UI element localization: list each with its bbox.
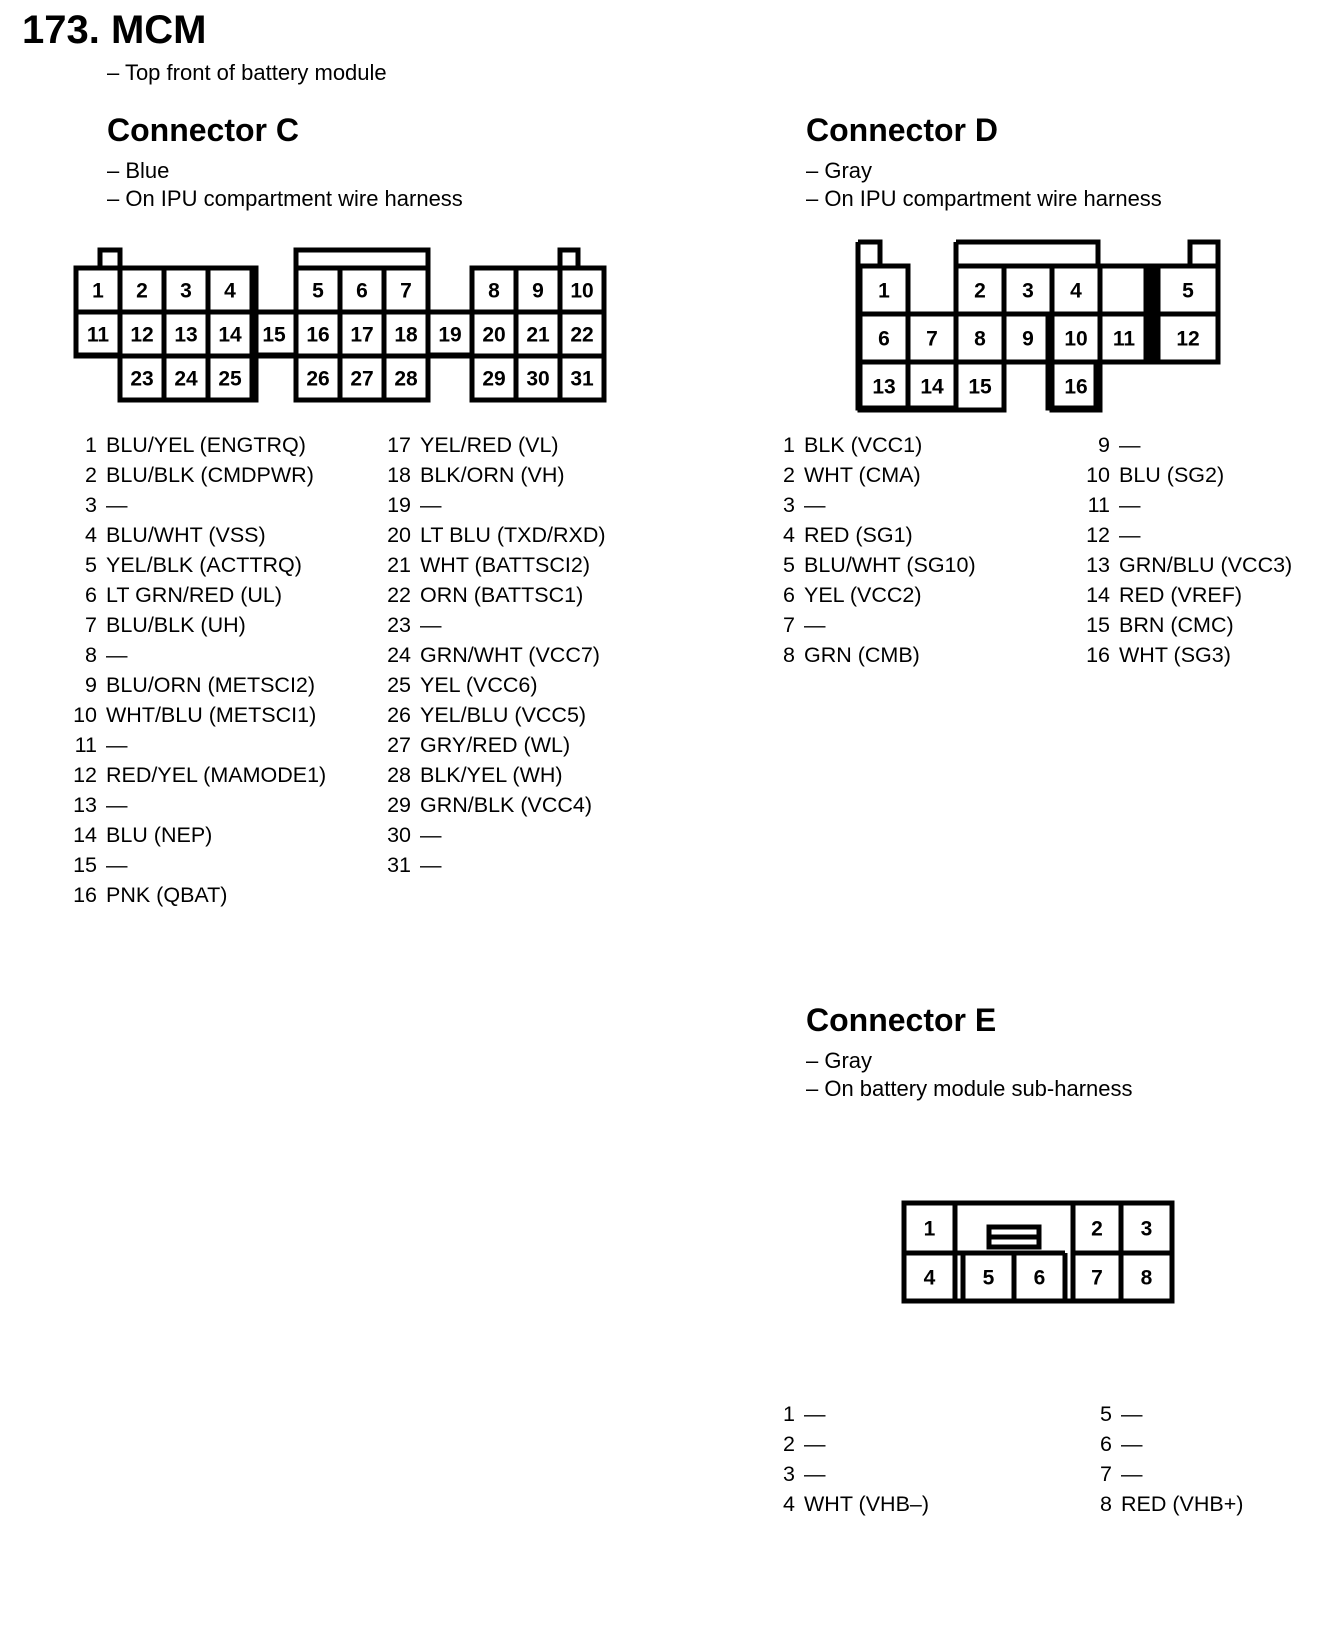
pin-row	[384, 430, 606, 460]
pin-row	[778, 520, 976, 550]
pin-row	[1082, 520, 1292, 550]
pin-number: 3	[783, 493, 795, 517]
pin-row	[70, 460, 326, 490]
pin-row	[1082, 610, 1292, 640]
pin-description: BLU/BLK (UH)	[106, 613, 246, 637]
pin-number: 7	[1100, 1462, 1112, 1486]
connector-d-cavities	[860, 266, 1218, 410]
pin-number: 16	[1086, 643, 1110, 667]
cavity-number: 5	[312, 279, 324, 303]
pin-description: GRN (CMB)	[804, 643, 920, 667]
pin-description: —	[804, 1432, 826, 1456]
pin-description: LT BLU (TXD/RXD)	[420, 523, 606, 547]
pin-row	[1082, 490, 1292, 520]
connector-c-title: Connector C	[107, 112, 299, 148]
pin-description: BLU (SG2)	[1119, 463, 1225, 487]
pin-description: GRN/WHT (VCC7)	[420, 643, 600, 667]
pin-row	[384, 610, 606, 640]
cavity-number: 24	[174, 367, 198, 391]
pin-number: 27	[387, 733, 411, 757]
cavity-number: 14	[920, 375, 944, 399]
connector-d-harness: – On IPU compartment wire harness	[806, 186, 1162, 211]
cavity-number: 4	[1070, 279, 1082, 303]
pin-number: 31	[387, 853, 411, 877]
pin-number: 4	[783, 1492, 795, 1516]
pin-number: 2	[85, 463, 97, 487]
pin-row	[778, 1489, 929, 1519]
pin-row	[70, 640, 326, 670]
pin-number: 13	[1086, 553, 1110, 577]
pin-number: 25	[387, 673, 411, 697]
pin-number: 22	[387, 583, 411, 607]
pin-row	[778, 610, 976, 640]
pin-description: WHT (BATTSCI2)	[420, 553, 591, 577]
pin-row	[1092, 1489, 1243, 1519]
pin-description: —	[1119, 433, 1141, 457]
pin-number: 5	[783, 553, 795, 577]
pin-description: —	[1119, 493, 1141, 517]
pin-description: WHT (CMA)	[804, 463, 921, 487]
pin-description: GRN/BLU (VCC3)	[1119, 553, 1293, 577]
cavity-number: 29	[482, 367, 506, 391]
pin-description: —	[804, 493, 826, 517]
cavity-number: 20	[482, 323, 506, 347]
pin-row	[1082, 580, 1292, 610]
pin-description: BLU/BLK (CMDPWR)	[106, 463, 314, 487]
cavity-number: 2	[136, 279, 148, 303]
pin-row	[778, 1429, 929, 1459]
pin-description: WHT (SG3)	[1119, 643, 1231, 667]
cavity-number: 11	[1112, 327, 1136, 351]
pin-number: 30	[387, 823, 411, 847]
pin-number: 8	[1100, 1492, 1112, 1516]
pin-row	[1082, 640, 1292, 670]
pin-description: GRY/RED (WL)	[420, 733, 571, 757]
pin-row	[384, 820, 606, 850]
pin-description: LT GRN/RED (UL)	[106, 583, 282, 607]
pin-number: 21	[387, 553, 411, 577]
pin-row	[384, 670, 606, 700]
pin-description: RED (SG1)	[804, 523, 913, 547]
cavity-number: 23	[130, 367, 154, 391]
cavity-number: 12	[1176, 327, 1200, 351]
pin-row	[384, 460, 606, 490]
pin-number: 10	[73, 703, 97, 727]
cavity-number: 4	[224, 279, 236, 303]
pin-number: 2	[783, 1432, 795, 1456]
pin-row	[384, 850, 606, 880]
cavity-number: 7	[400, 279, 412, 303]
pin-row	[70, 550, 326, 580]
pin-row	[384, 520, 606, 550]
pin-number: 26	[387, 703, 411, 727]
cavity-number: 12	[130, 323, 154, 347]
cavity-number: 18	[394, 323, 418, 347]
cavity-number: 1	[923, 1217, 936, 1241]
cavity-number: 13	[174, 323, 198, 347]
pin-description: BLK/YEL (WH)	[420, 763, 563, 787]
pin-number: 19	[387, 493, 411, 517]
pin-description: —	[1119, 523, 1141, 547]
cavity-number: 21	[526, 323, 550, 347]
pin-number: 12	[1086, 523, 1110, 547]
cavity-number: 5	[1182, 279, 1194, 303]
pin-description: YEL/BLK (ACTTRQ)	[106, 553, 302, 577]
cavity-number: 1	[878, 279, 890, 303]
pin-description: BLU/YEL (ENGTRQ)	[106, 433, 306, 457]
pin-number: 24	[387, 643, 411, 667]
pin-row	[384, 550, 606, 580]
pin-number: 16	[73, 883, 97, 907]
cavity-number: 9	[532, 279, 544, 303]
cavity-number: 27	[350, 367, 374, 391]
pin-number: 14	[73, 823, 97, 847]
connector-e-harness: – On battery module sub-harness	[806, 1076, 1133, 1101]
pin-row	[70, 850, 326, 880]
pin-number: 15	[1086, 613, 1110, 637]
connector-c-harness: – On IPU compartment wire harness	[107, 186, 463, 211]
connector-d-face	[850, 232, 1230, 417]
cavity-number: 30	[526, 367, 550, 391]
pin-row	[384, 760, 606, 790]
pin-number: 2	[783, 463, 795, 487]
pin-number: 23	[387, 613, 411, 637]
pin-row	[778, 550, 976, 580]
pin-description: WHT (VHB–)	[804, 1492, 930, 1516]
pin-number: 6	[85, 583, 97, 607]
pin-row	[70, 430, 326, 460]
cavity-number: 2	[974, 279, 986, 303]
cavity-number: 11	[86, 323, 110, 347]
pin-number: 3	[85, 493, 97, 517]
pin-description: —	[1121, 1432, 1143, 1456]
pin-description: YEL/BLU (VCC5)	[420, 703, 587, 727]
pin-row	[70, 670, 326, 700]
connector-e-pin-list-left	[778, 1399, 929, 1519]
pin-description: YEL (VCC2)	[804, 583, 922, 607]
pin-description: BLK/ORN (VH)	[420, 463, 565, 487]
cavity-number: 3	[180, 279, 192, 303]
pin-description: BLU/WHT (SG10)	[804, 553, 976, 577]
cavity-number: 10	[570, 279, 594, 303]
pin-row	[70, 490, 326, 520]
pin-row	[70, 880, 326, 910]
connector-d-pin-list-left	[778, 430, 976, 670]
cavity-number: 14	[218, 323, 242, 347]
pin-number: 11	[74, 733, 97, 757]
pin-row	[778, 580, 976, 610]
connector-c-face	[60, 240, 620, 415]
pin-description: —	[106, 643, 128, 667]
cavity-number: 19	[438, 323, 462, 347]
cavity-number: 17	[350, 323, 374, 347]
pin-description: PNK (QBAT)	[106, 883, 228, 907]
pin-description: BLU/ORN (METSCI2)	[106, 673, 316, 697]
pin-row	[384, 580, 606, 610]
cavity-number: 6	[1033, 1266, 1046, 1290]
pin-row	[384, 730, 606, 760]
pin-row	[778, 430, 976, 460]
page-title: 173. MCM	[22, 8, 207, 52]
pin-description: —	[106, 733, 128, 757]
pin-row	[778, 460, 976, 490]
cavity-number: 15	[262, 323, 286, 347]
cavity-number: 1	[92, 279, 104, 303]
pin-number: 4	[783, 523, 795, 547]
cavity-number: 7	[926, 327, 938, 351]
pin-row	[384, 490, 606, 520]
pin-number: 8	[783, 643, 795, 667]
pin-row	[384, 700, 606, 730]
cavity-number: 16	[306, 323, 330, 347]
pin-description: —	[804, 1402, 826, 1426]
pin-number: 14	[1086, 583, 1110, 607]
module-location: – Top front of battery module	[107, 60, 387, 85]
pin-number: 5	[85, 553, 97, 577]
pin-description: —	[804, 1462, 826, 1486]
pin-description: YEL (VCC6)	[420, 673, 538, 697]
cavity-number: 8	[488, 279, 500, 303]
connector-e-title: Connector E	[806, 1002, 997, 1038]
connector-e-face	[895, 1195, 1185, 1310]
pin-row	[778, 1399, 929, 1429]
pin-number: 11	[1087, 493, 1110, 517]
pin-row	[70, 610, 326, 640]
pin-description: —	[420, 823, 442, 847]
pin-number: 5	[1100, 1402, 1112, 1426]
connector-d-title: Connector D	[806, 112, 998, 148]
pin-row	[1092, 1459, 1243, 1489]
pin-number: 7	[783, 613, 795, 637]
pin-number: 4	[85, 523, 97, 547]
pin-description: —	[804, 613, 826, 637]
pin-row	[1092, 1399, 1243, 1429]
pin-number: 6	[783, 583, 795, 607]
pin-description: BLK (VCC1)	[804, 433, 923, 457]
cavity-number: 26	[306, 367, 330, 391]
pin-number: 15	[73, 853, 97, 877]
pin-description: —	[106, 853, 128, 877]
cavity-number: 8	[974, 327, 986, 351]
pin-description: —	[420, 493, 442, 517]
pin-row	[70, 520, 326, 550]
pin-number: 9	[1098, 433, 1110, 457]
cavity-number: 9	[1022, 327, 1034, 351]
pin-row	[70, 760, 326, 790]
pin-description: RED (VHB+)	[1121, 1492, 1244, 1516]
cavity-number: 6	[356, 279, 368, 303]
cavity-number: 22	[570, 323, 594, 347]
pin-number: 13	[73, 793, 97, 817]
pin-number: 1	[783, 433, 795, 457]
connector-c-pin-list-left	[70, 430, 326, 910]
pin-row	[778, 490, 976, 520]
pin-description: GRN/BLK (VCC4)	[420, 793, 593, 817]
pin-row	[384, 640, 606, 670]
pin-row	[1082, 550, 1292, 580]
cavity-number: 5	[982, 1266, 995, 1290]
connector-c-cavities	[76, 268, 604, 400]
pin-description: —	[420, 613, 442, 637]
pin-row	[1082, 430, 1292, 460]
pin-number: 12	[73, 763, 97, 787]
pin-number: 8	[85, 643, 97, 667]
cavity-number: 8	[1140, 1266, 1153, 1290]
pin-row	[384, 790, 606, 820]
pin-row	[778, 640, 976, 670]
connector-c-pin-list-right	[384, 430, 606, 880]
pin-number: 28	[387, 763, 411, 787]
cavity-number: 15	[968, 375, 992, 399]
pin-number: 18	[387, 463, 411, 487]
pin-description: YEL/RED (VL)	[420, 433, 559, 457]
cavity-number: 3	[1140, 1217, 1153, 1241]
pin-description: RED (VREF)	[1119, 583, 1243, 607]
cavity-number: 16	[1064, 375, 1088, 399]
pin-number: 1	[783, 1402, 795, 1426]
connector-d-color: – Gray	[806, 158, 873, 183]
pin-number: 6	[1100, 1432, 1112, 1456]
pin-number: 17	[387, 433, 411, 457]
pin-row	[70, 700, 326, 730]
cavity-number: 4	[923, 1266, 936, 1290]
cavity-number: 31	[570, 367, 594, 391]
cavity-number: 2	[1091, 1217, 1103, 1241]
connector-e-pin-list-right	[1092, 1399, 1243, 1519]
pin-description: —	[106, 793, 128, 817]
connector-d-pin-list-right	[1082, 430, 1292, 670]
pin-row	[70, 790, 326, 820]
cavity-number: 7	[1091, 1266, 1103, 1290]
pin-row	[70, 820, 326, 850]
cavity-number: 28	[394, 367, 418, 391]
cavity-number: 25	[218, 367, 242, 391]
pin-description: RED/YEL (MAMODE1)	[106, 763, 327, 787]
pin-description: —	[106, 493, 128, 517]
pin-description: BRN (CMC)	[1119, 613, 1234, 637]
connector-e-color: – Gray	[806, 1048, 873, 1073]
pin-description: WHT/BLU (METSCI1)	[106, 703, 317, 727]
pin-number: 29	[387, 793, 411, 817]
pin-description: —	[1121, 1402, 1143, 1426]
pin-row	[1082, 460, 1292, 490]
pin-number: 7	[85, 613, 97, 637]
pin-number: 10	[1086, 463, 1110, 487]
cavity-number: 10	[1064, 327, 1088, 351]
pin-description: —	[1121, 1462, 1143, 1486]
pin-row	[1092, 1429, 1243, 1459]
pin-row	[70, 730, 326, 760]
cavity-number: 13	[872, 375, 896, 399]
pin-number: 3	[783, 1462, 795, 1486]
pin-description: ORN (BATTSC1)	[420, 583, 584, 607]
connector-c-color: – Blue	[107, 158, 170, 183]
pin-number: 20	[387, 523, 411, 547]
pin-number: 1	[85, 433, 97, 457]
pin-description: BLU/WHT (VSS)	[106, 523, 266, 547]
pin-row	[778, 1459, 929, 1489]
pin-description: —	[420, 853, 442, 877]
pin-row	[70, 580, 326, 610]
cavity-number: 6	[878, 327, 890, 351]
pin-description: BLU (NEP)	[106, 823, 213, 847]
cavity-number: 3	[1022, 279, 1034, 303]
pin-number: 9	[85, 673, 97, 697]
